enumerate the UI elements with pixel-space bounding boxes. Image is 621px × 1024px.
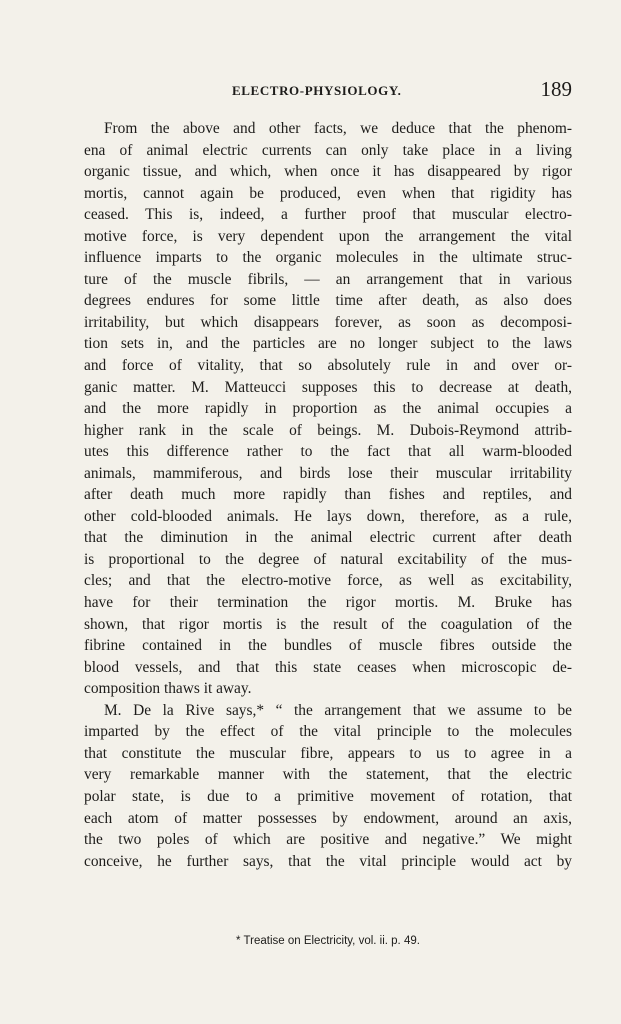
text-line: that constitute the muscular fibre, appears to us to agree in a	[84, 744, 572, 762]
text-line: degrees endures for some little time after death, as also does	[84, 292, 572, 310]
text-line: motive force, is very dependent upon the arrangement the vital	[84, 227, 572, 245]
text-line: irritability, but which disappears forever, as soon as decomposi-	[84, 313, 572, 331]
text-line: imparted by the effect of the vital principle to the molecules	[84, 723, 572, 741]
text-line: composition thaws it away.	[84, 680, 252, 698]
text-line: organic tissue, and which, when once it has disappeared by rigor	[84, 163, 572, 181]
text-line: ture of the muscle fibrils, — an arrangement that in various	[84, 270, 572, 288]
text-line: ganic matter. M. Matteucci supposes this to decrease at death,	[84, 378, 572, 396]
text-line: animals, mammiferous, and birds lose their muscular irritability	[84, 464, 572, 482]
running-head	[84, 77, 572, 102]
body-text	[84, 118, 572, 872]
text-line: after death much more rapidly than fishes and reptiles, and	[84, 486, 572, 504]
footnote	[84, 935, 572, 947]
text-line: higher rank in the scale of beings. M. Dubois-Reymond attrib-	[84, 421, 572, 439]
text-line: that the diminution in the animal electric current after death	[84, 529, 572, 547]
footnote-mark: *	[236, 935, 241, 947]
text-line: ena of animal electric currents can only take place in a living	[84, 141, 572, 159]
text-line: is proportional to the degree of natural excitability of the mus-	[84, 550, 572, 568]
text-line: have for their termination the rigor mortis. M. Bruke has	[84, 594, 572, 612]
footnote-text: Treatise on Electricity, vol. ii. p. 49.	[243, 935, 420, 947]
text-line: conceive, he further says, that the vital principle would act by	[84, 852, 572, 870]
text-line: tion sets in, and the particles are no longer subject to the laws	[84, 335, 572, 353]
text-line: ceased. This is, indeed, a further proof that muscular electro-	[84, 206, 572, 224]
text-line: and force of vitality, that so absolutely rule in and over or-	[84, 357, 572, 375]
text-line: blood vessels, and that this state ceases when microscopic de-	[84, 658, 572, 676]
running-title: ELECTRO-PHYSIOLOGY.	[232, 83, 402, 98]
text-line: cles; and that the electro-motive force, as well as excitability,	[84, 572, 572, 590]
text-line: the two poles of which are positive and negative.” We might	[84, 831, 572, 849]
text-line: very remarkable manner with the statement, that the electric	[84, 766, 572, 784]
text-line: shown, that rigor mortis is the result of the coagulation of the	[84, 615, 572, 633]
page-number: 189	[540, 77, 572, 101]
text-line: each atom of matter possesses by endowment, around an axis,	[84, 809, 572, 827]
text-line: and the more rapidly in proportion as the animal occupies a	[84, 400, 572, 418]
text-line: From the above and other facts, we deduce that the phenom-	[104, 120, 572, 137]
text-line: polar state, is due to a primitive movement of rotation, that	[84, 787, 572, 805]
text-line: mortis, cannot again be produced, even when that rigidity has	[84, 184, 572, 202]
text-line: fibrine contained in the bundles of muscle fibres outside the	[84, 637, 572, 655]
text-line: M. De la Rive says,* “ the arrangement that we assume to be	[104, 701, 572, 719]
text-line: influence imparts to the organic molecules in the ultimate struc-	[84, 249, 572, 267]
text-line: other cold-blooded animals. He lays down, therefore, as a rule,	[84, 507, 572, 525]
text-line: utes this difference rather to the fact that all warm-blooded	[84, 443, 572, 461]
